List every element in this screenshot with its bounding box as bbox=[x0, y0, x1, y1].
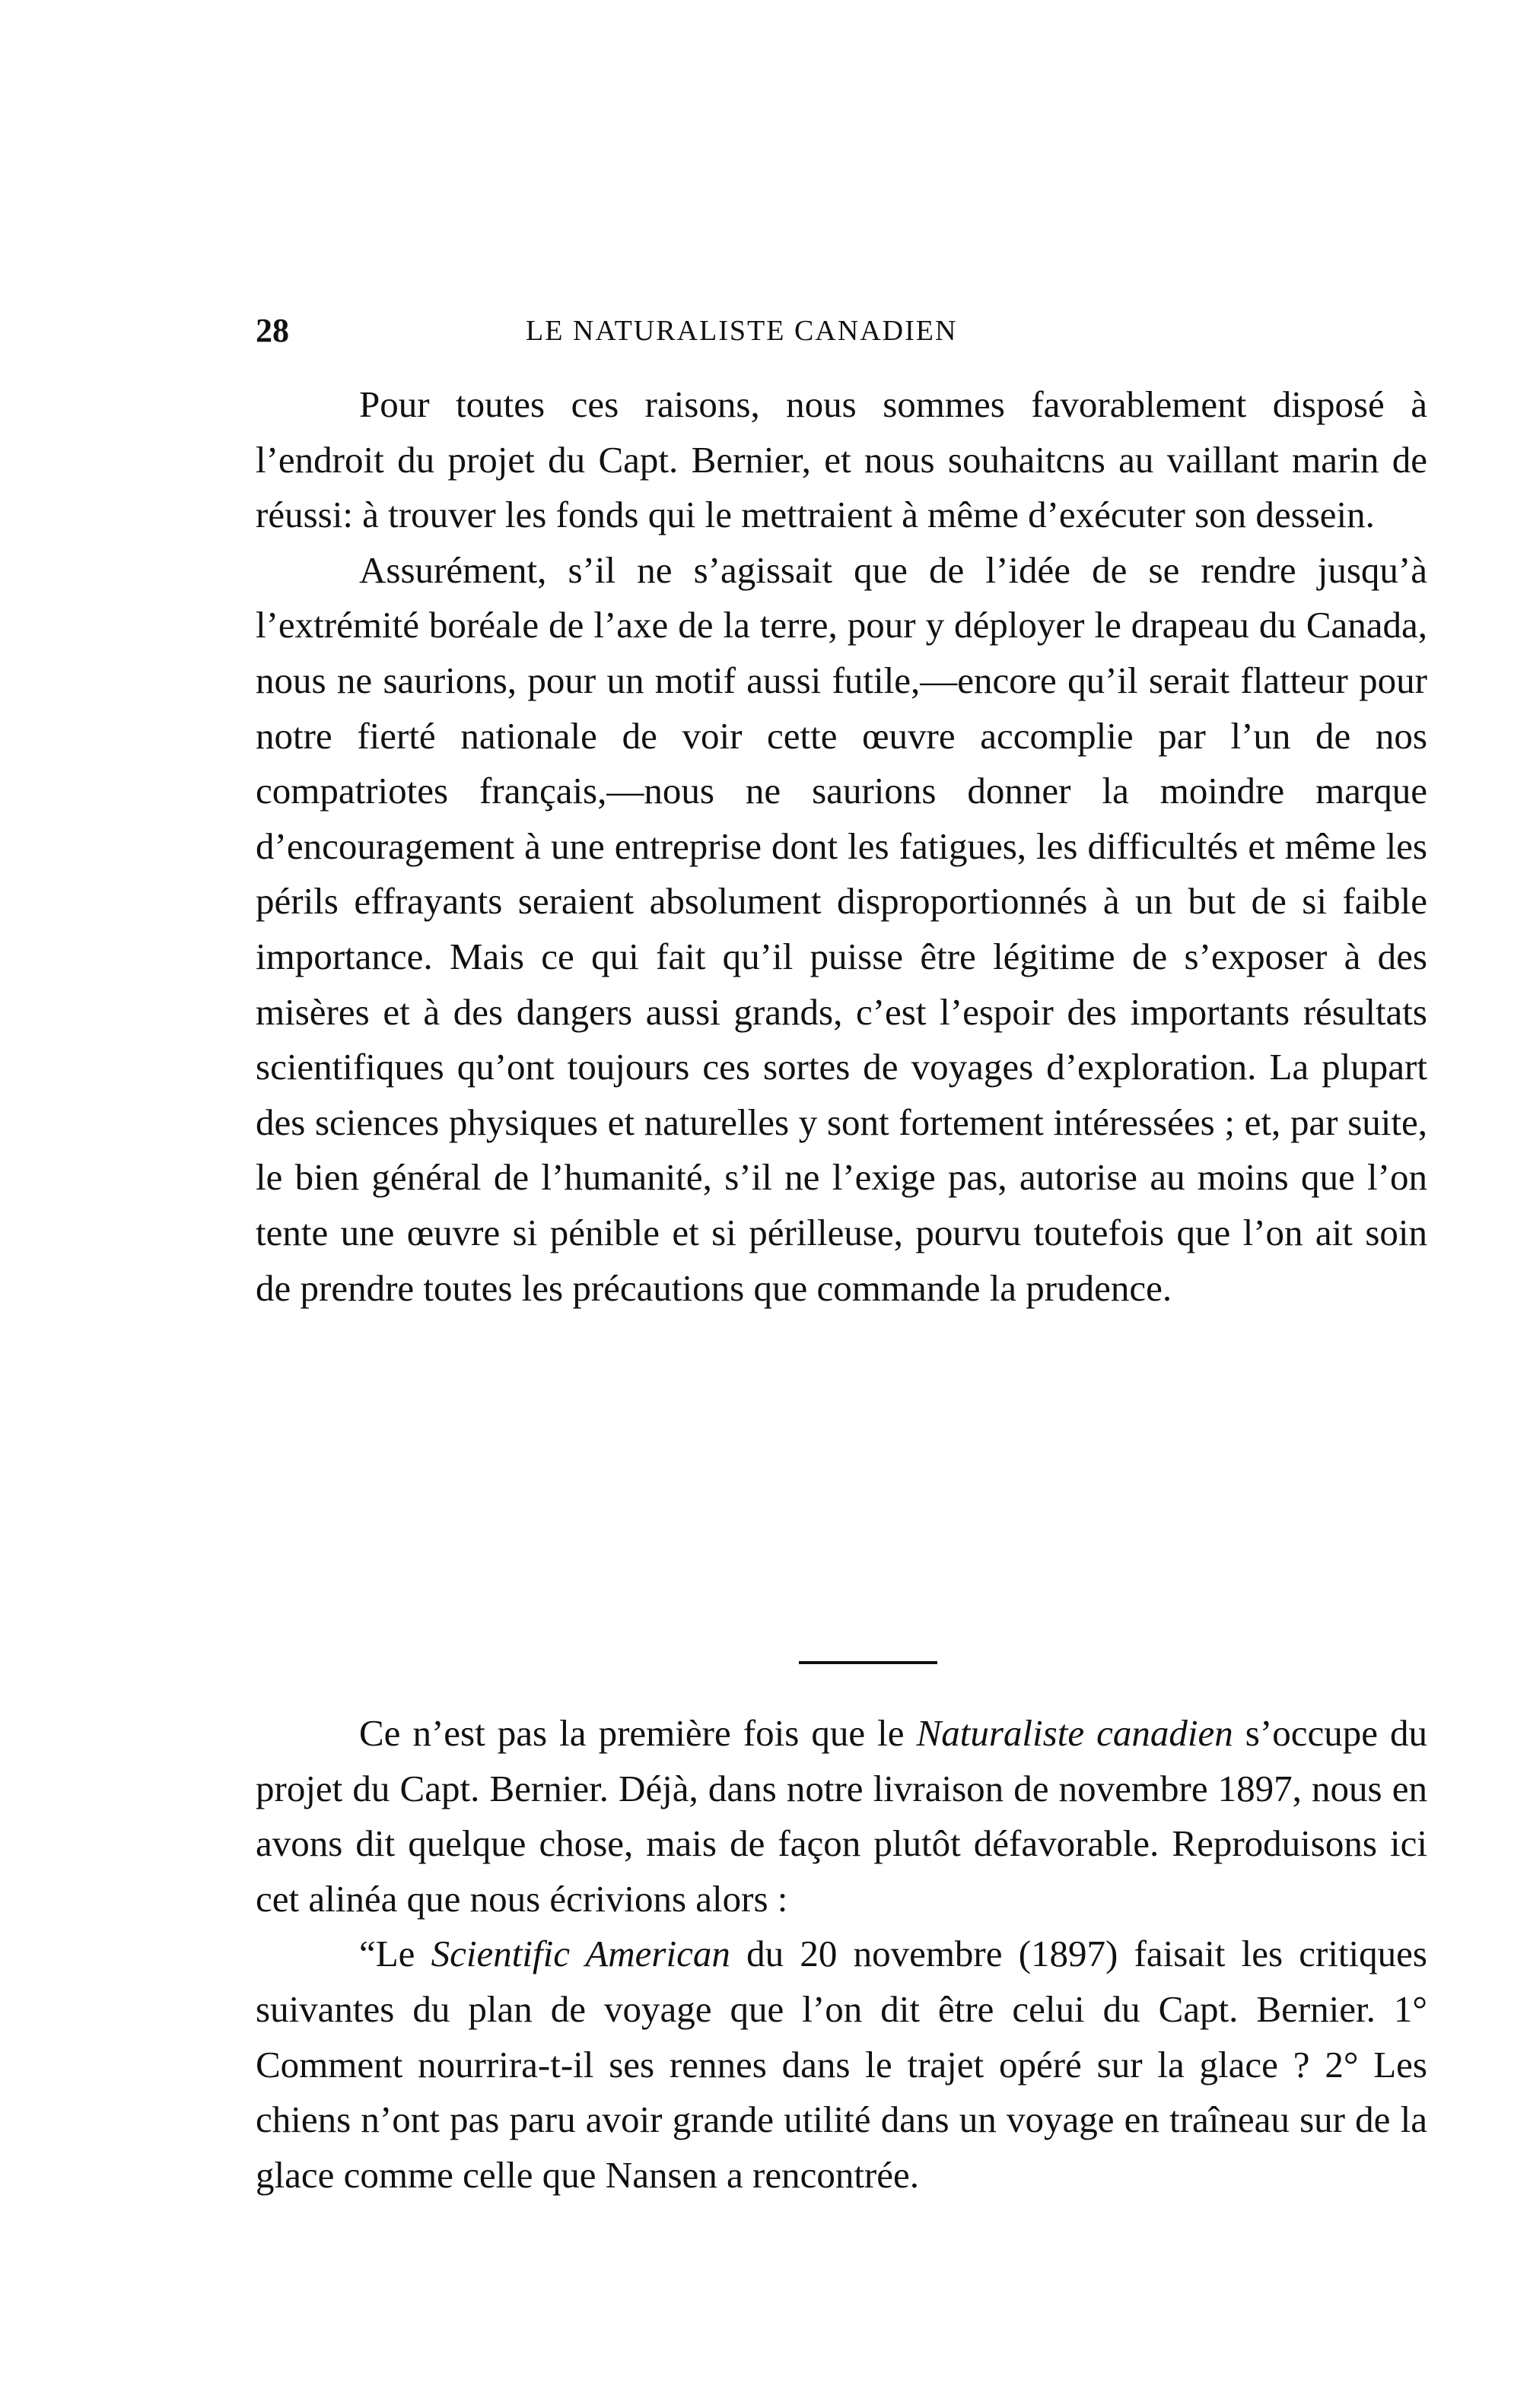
journal-title: Naturaliste canadien bbox=[916, 1712, 1233, 1754]
page-header bbox=[256, 308, 1427, 354]
page-number: 28 bbox=[256, 312, 289, 349]
text-block-1 bbox=[256, 377, 1427, 1316]
paragraph-2: Assurément, s’il ne s’agissait que de l’idée de se rendre jusqu’à l’extrémité boréale de l’axe de la terre, pour y déployer le drapeau du Canada, nous ne saurions, pour un motif aussi futile,—encore qu’il serait flatteur pour notre fierté nationale de voir cette œuvre accomplie par l’un de nos compatriotes français,—nous ne saurions donner la moindre marque d’encouragement à une entreprise dont les fatigues, les difficultés et même les périls effrayants seraient absolument disproportionnés à un but de si faible importance. Mais ce qui fait qu’il puisse être légitime de s’exposer à des misères et à des dangers aussi grands, c’est l’espoir des importants résultats scientifiques qu’ont toujours ces sortes de voyages d’exploration. La plupart des sciences physiques et naturelles y sont fortement intéressées ; et, par suite, le bien général de l’humanité, s’il ne l’exige pas, autorise au moins que l’on tente une œuvre si pénible et si périlleuse, pourvu toutefois que l’on ait soin de prendre toutes les précautions que commande la prudence. bbox=[256, 548, 1427, 1309]
text-block-2 bbox=[256, 1706, 1427, 2203]
section-divider bbox=[799, 1661, 937, 1664]
paragraph-3-start: Ce n’est pas la première fois que le bbox=[359, 1712, 917, 1754]
paragraph-4-start: “Le bbox=[359, 1933, 431, 1975]
magazine-title: Scientific American bbox=[431, 1933, 730, 1975]
running-head: LE NATURALISTE CANADIEN bbox=[526, 315, 958, 347]
paragraph-4-rest: du 20 novembre (1897) faisait les critiques suivantes du plan de voyage que l’on dit être celui du Capt. Bernier. 1° Comment nourrira-t-il ses rennes dans le trajet opéré sur la glace ? 2° Les chiens n’ont pas paru avoir grande utilité dans un voyage en traîneau sur de la glace comme celle que Nansen a rencontrée. bbox=[256, 1933, 1427, 2196]
paragraph-3 bbox=[256, 1706, 1427, 1927]
paragraph-4 bbox=[256, 1927, 1427, 2203]
paragraph-1: Pour toutes ces raisons, nous sommes favorablement disposé à l’endroit du projet du Capt. Bernier, et nous souhaitcns au vaillant marin de réussi: à trouver les fonds qui le mettraient à même d’exécuter son dessein. bbox=[256, 383, 1427, 536]
paragraph-3-rest: s’occupe du projet du Capt. Bernier. Déjà, dans notre livraison de novembre 1897, nous en avons dit quelque chose, mais de façon plutôt défavorable. Reproduisons ici cet alinéa que nous écrivions alors : bbox=[256, 1712, 1427, 1920]
